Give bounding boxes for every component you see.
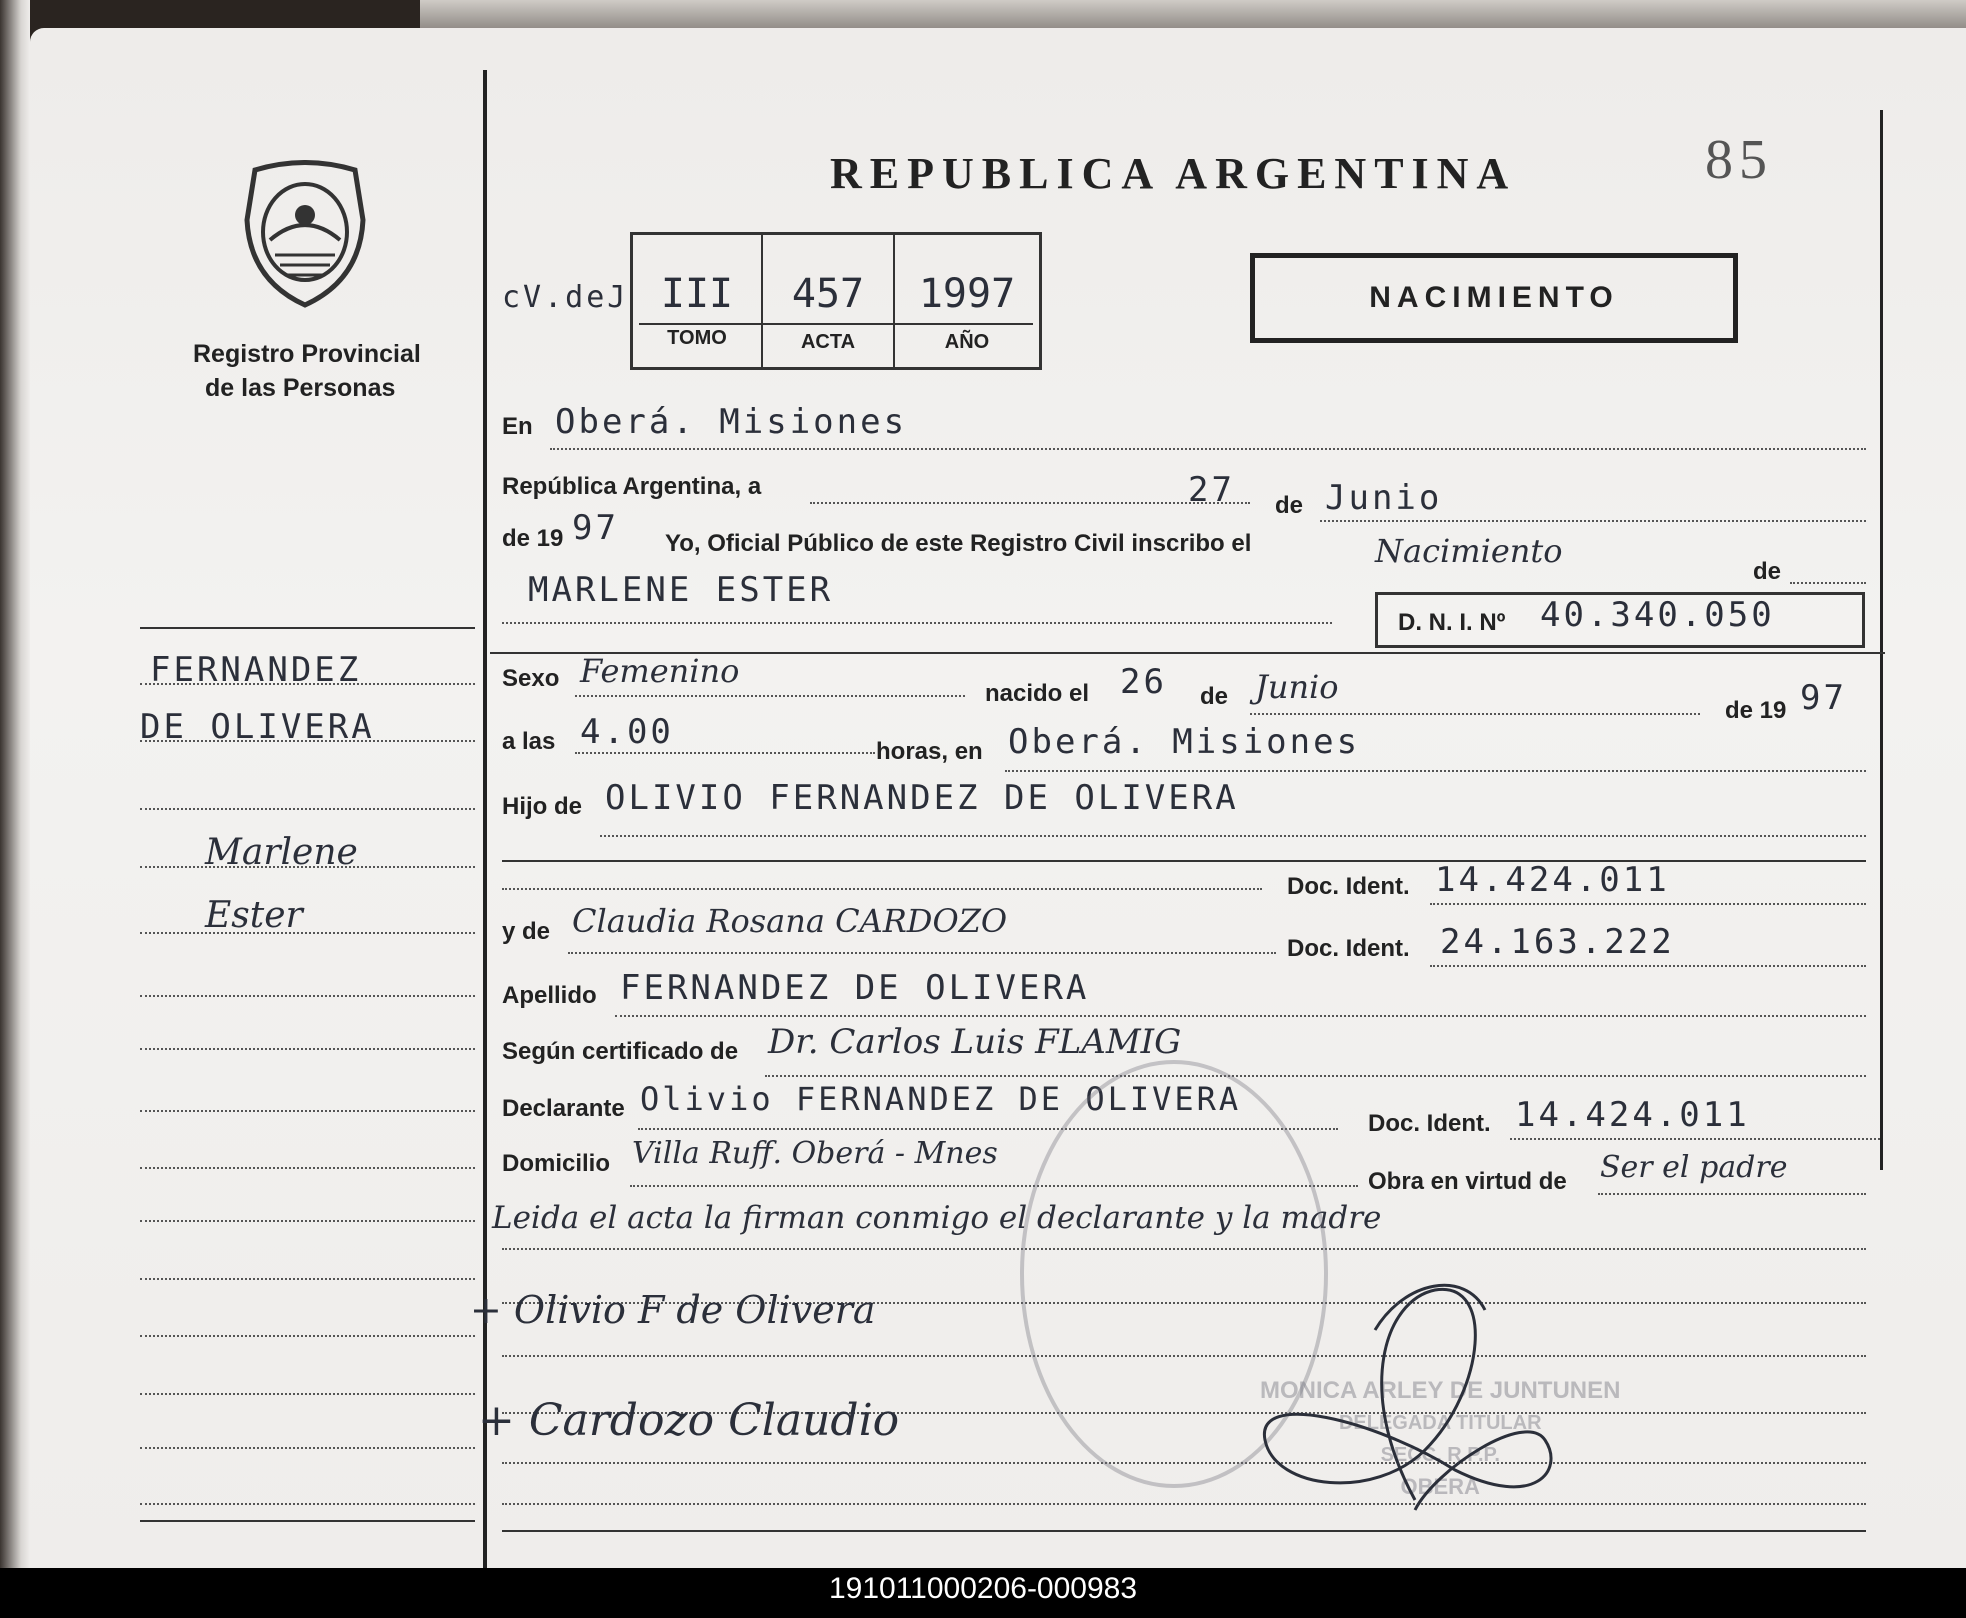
tomo-value: III (660, 271, 734, 317)
en-line (550, 448, 1866, 450)
en-label: En (502, 413, 533, 440)
month-value: Junio (1325, 478, 1443, 518)
domicilio-label: Domicilio (502, 1150, 611, 1177)
de2-label: de (1753, 558, 1782, 585)
record-type-label: NACIMIENTO (1369, 281, 1619, 314)
registry-name-line1: Registro Provincial (193, 340, 421, 368)
margin-given-1: Marlene (205, 832, 358, 873)
name-value: MARLENE ESTER (528, 570, 834, 610)
mother-name: Claudia Rosana CARDOZO (572, 902, 1008, 940)
margin-line (140, 1335, 475, 1337)
en-value: Oberá. Misiones (555, 402, 908, 442)
page-number: 85 (1705, 129, 1773, 191)
tomo-label: TOMO (667, 327, 727, 349)
de-label: de (1275, 492, 1304, 519)
mother-doc: 24.163.222 (1440, 922, 1675, 962)
day-value: 27 (1188, 470, 1235, 510)
signature-line (502, 1503, 1866, 1505)
acta-cell (763, 235, 895, 367)
year-prefix-label: de 19 (502, 525, 564, 552)
record-type-box (1250, 253, 1738, 343)
birth-de-label: de (1200, 683, 1229, 710)
tomo-cell (633, 235, 763, 367)
margin-surname-2: DE OLIVERA (140, 707, 375, 747)
register-prefix: cV.deJ (502, 280, 629, 315)
hour-value: 4.00 (580, 712, 674, 752)
certificado-value: Dr. Carlos Luis FLAMIG (768, 1022, 1182, 1062)
horas-label: horas, en (876, 738, 983, 765)
mother-doc-label: Doc. Ident. (1287, 935, 1410, 962)
obra-value: Ser el padre (1600, 1150, 1788, 1185)
domicilio-value: Villa Ruff. Oberá - Mnes (632, 1136, 998, 1171)
birth-place: Oberá. Misiones (1008, 722, 1361, 762)
sexo-label: Sexo (502, 665, 560, 692)
obra-label: Obra en virtud de (1368, 1168, 1567, 1195)
leida-text: Leida el acta la firman conmigo el declarante y la madre (492, 1200, 1382, 1236)
bottom-rule (502, 1530, 1866, 1532)
right-page-border (1880, 110, 1883, 1170)
margin-line (140, 1393, 475, 1395)
stamp-line3: SECC. R.P.P. (1380, 1444, 1500, 1466)
hijo-label: Hijo de (502, 793, 583, 820)
mother-line (568, 952, 1276, 954)
father-doc: 14.424.011 (1435, 860, 1670, 900)
nacido-label: nacido el (985, 680, 1090, 707)
declarante-doc-label: Doc. Ident. (1368, 1110, 1491, 1137)
margin-line (140, 995, 475, 997)
stamp-line4: OBERA (1400, 1474, 1480, 1499)
document-barcode-number: 191011000206-000983 (828, 1572, 1138, 1605)
y-de-label: y de (502, 918, 551, 945)
birth-place-line (1005, 770, 1866, 772)
declarante-label: Declarante (502, 1095, 625, 1122)
anio-label: AÑO (944, 331, 990, 353)
father-line (600, 835, 1866, 837)
birth-month-line (1250, 713, 1700, 715)
declarante-doc: 14.424.011 (1515, 1095, 1750, 1135)
acta-value: 457 (791, 271, 865, 317)
hour-line (575, 752, 875, 754)
certificado-label: Según certificado de (502, 1038, 739, 1065)
margin-given-2: Ester (205, 895, 303, 936)
left-column-divider (483, 70, 487, 1568)
apellido-label: Apellido (502, 982, 597, 1009)
margin-line (140, 1503, 475, 1505)
margin-top-rule (140, 627, 475, 629)
sexo-line (575, 695, 965, 697)
father-doc-label: Doc. Ident. (1287, 873, 1410, 900)
certificado-line (765, 1075, 1866, 1077)
inscribo-value: Nacimiento (1375, 532, 1563, 570)
father-name: OLIVIO FERNANDEZ DE OLIVERA (605, 778, 1239, 818)
apellido-line (615, 1015, 1866, 1017)
margin-line (140, 808, 475, 810)
father-doc-line (1430, 903, 1866, 905)
mother-doc-line (1430, 965, 1866, 967)
birth-day: 26 (1120, 662, 1167, 702)
dni-value: 40.340.050 (1540, 595, 1775, 635)
oficial-text: Yo, Oficial Público de este Registro Civil inscribo el (665, 530, 1252, 557)
birth-year: 97 (1800, 678, 1847, 718)
birth-year-prefix: de 19 (1725, 697, 1787, 724)
register-table (630, 232, 1042, 370)
month-line (1320, 520, 1866, 522)
margin-line (140, 1167, 475, 1169)
declarante-value: Olivio FERNANDEZ DE OLIVERA (640, 1080, 1242, 1118)
provincial-seal-icon (235, 160, 375, 310)
registry-name-line2: de las Personas (205, 374, 396, 402)
birth-month: Junio (1255, 668, 1339, 706)
register-table-rule (639, 323, 1033, 325)
signature-madre: + Cardozo Claudio (478, 1395, 900, 1446)
apellido-value: FERNANDEZ DE OLIVERA (620, 968, 1090, 1008)
book-spine (0, 0, 30, 1568)
country-title: REPUBLICA ARGENTINA (830, 149, 1517, 198)
anio-cell (895, 235, 1039, 367)
father-blank-line (502, 888, 1262, 890)
acta-label: ACTA (800, 331, 856, 353)
official-signature (1235, 1270, 1605, 1540)
a-las-label: a las (502, 728, 556, 755)
margin-bottom-rule (140, 1520, 475, 1522)
dni-box (1375, 592, 1865, 648)
sexo-value: Femenino (580, 652, 740, 690)
margin-line (140, 1447, 475, 1449)
anio-value: 1997 (918, 271, 1016, 317)
margin-line (140, 932, 475, 934)
obra-line (1598, 1193, 1866, 1195)
margin-surname-1: FERNANDEZ (150, 650, 362, 690)
signature-declarante: + Olivio F de Olivera (470, 1288, 876, 1332)
margin-line (140, 1110, 475, 1112)
day-line (810, 502, 1250, 504)
book-top-edge (420, 0, 1966, 30)
stamp-line2: DELEGADA TITULAR (1338, 1412, 1542, 1434)
margin-line (140, 1278, 475, 1280)
stamp-line1: MONICA ARLEY DE JUNTUNEN (1260, 1377, 1621, 1404)
name-line (502, 622, 1332, 624)
de2-line (1790, 582, 1866, 584)
declarante-doc-line (1510, 1138, 1880, 1140)
dni-label: D. N. I. Nº (1398, 609, 1506, 636)
republica-label: República Argentina, a (502, 473, 762, 500)
year-value: 97 (572, 508, 619, 548)
margin-line (140, 1220, 475, 1222)
margin-line (140, 1048, 475, 1050)
